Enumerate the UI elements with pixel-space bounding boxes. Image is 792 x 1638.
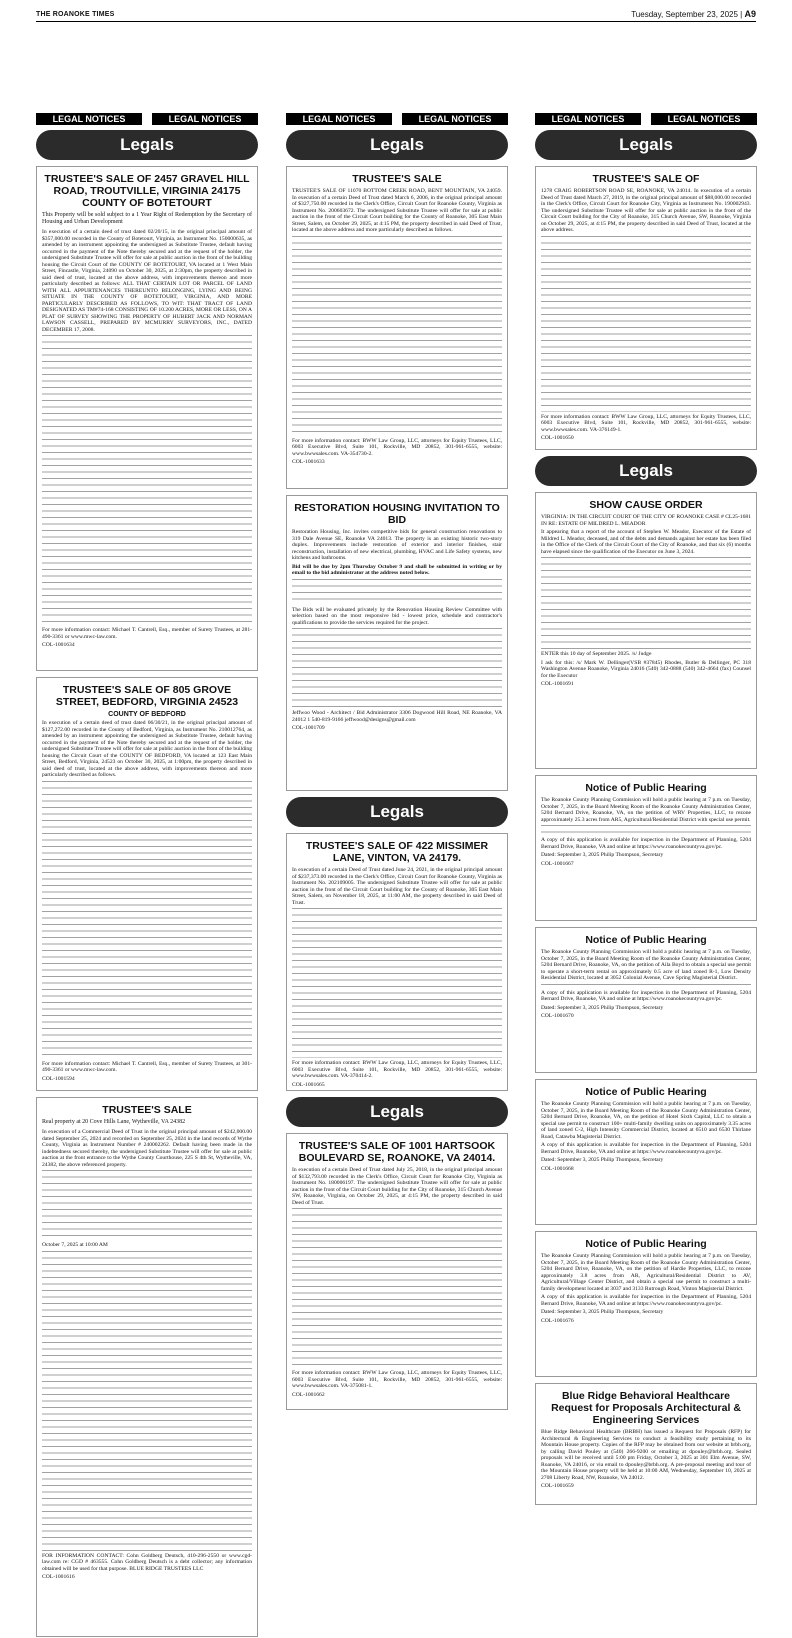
notice-public-hearing-3	[535, 1079, 757, 1225]
notice-contact: For more information contact: BWW Law Group, LLC, attorneys for Equity Trustees, LLC, 6003 Executive Blvd, Suite 101, Rockville, MD 20852, 301-961-6555, website: www.bwwsales.com. VA-354730-2.	[292, 437, 502, 457]
notice-body-continued	[42, 1170, 252, 1240]
notice-title: Notice of Public Hearing	[585, 934, 707, 946]
tabs-col2	[286, 113, 508, 125]
notice-trustee-sale-missimer-lane	[286, 833, 508, 1091]
notice-lead: Real property at 20 Cove Hills Lane, Wytheville, VA 24382	[42, 1119, 186, 1125]
notice-code: COL-1001676	[541, 1317, 574, 1324]
notice-public-hearing-2	[535, 927, 757, 1073]
notice-contact: FOR INFORMATION CONTACT: Cohn Goldberg Deutsch, 410-296-2550 or www.cgd-law.com re: CGD # 463555. Cohn Goldberg Deutsch is a debt collector; any information obtained will be used for that purpose. BLUE RIDGE TRUSTEES LLC	[42, 1552, 252, 1572]
notice-title: Notice of Public Hearing	[585, 1238, 707, 1250]
column-2	[286, 130, 508, 1416]
legals-banner: Legals	[286, 797, 508, 827]
notice-restoration-housing-bid	[286, 495, 508, 791]
notice-body: In execution of a certain deed of trust dated 06/30/21, in the original principal amount of $127,272.00 recorded in the County of Bedford, Virginia, as Instrument No. 210012764, as amended by an instrument appointing the undersigned as Substitute Trustee, default having occurred in the payment of the Note thereby secured and at the request of the holder, the undersigned Substitute Trustee will offer for sale at public auction in the front of the building housing the Circuit Court of the COUNTY OF BEDFORD, VA located at 123 East Main Street, Bedford, Virginia, 24523 on October 30, 2025, at 1:00pm, the property described in said deed of trust, located at the above address, with improvements thereon and more particularly described as follows.	[42, 720, 252, 778]
notice-body-continued	[292, 1208, 502, 1368]
tabs-col1	[36, 113, 258, 125]
notice-title: TRUSTEE'S SALE	[352, 173, 442, 185]
notice-body-continued	[541, 236, 751, 412]
page-separator: |	[740, 10, 743, 19]
notice-body: In execution of a certain Deed of Trust dated June 24, 2021, in the original principal amount of $237,373.00 recorded in the Clerk's Office, Circuit Court for Roanoke County, Virginia as Instrument No. 202109005. The undersigned Substitute Trustee will offer for sale at public auction in the front of the Circuit Court building for the County of Roanoke, 305 East Main Street, Salem, on November 18, 2025, at 11:00 AM, the property described in said Deed of Trust.	[292, 867, 502, 906]
notice-body-continued	[541, 557, 751, 649]
notice-body-continued	[292, 579, 502, 605]
legals-banner: Legals	[535, 456, 757, 486]
notice-dated: Dated: September 3, 2025 Philip Thompson, Secretary	[541, 1157, 664, 1163]
legals-banner: Legals	[36, 130, 258, 160]
page-number: A9	[744, 9, 756, 19]
notice-body: TRUSTEE'S SALE OF 11070 BOTTOM CREEK ROAD, BENT MOUNTAIN, VA 24059. In execution of a certain Deed of Trust dated March 6, 2006, in the original principal amount of $327,750.00 recorded in the Clerk's Office, Circuit Court for Roanoke County, Virginia as Instrument No. 200603672. The undersigned Substitute Trustee will offer for sale at public auction in the front of the Circuit Court building for the County of Roanoke, 305 East Main Street, Salem, on October 29, 2025, at 4:15 PM, the property described in said Deed of Trust, located at the above address and more particularly described as follows.	[292, 188, 502, 233]
notice-trustee-sale-wytheville	[36, 1097, 258, 1637]
notice-body: Blue Ridge Behavioral Healthcare (BRBH) has issued a Request for Proposals (RFP) for Architectural & Engineering Services to conduct a feasibility study pertaining to its Mountain House property. Copies of the RFP may be obtained from our website at brbh.org, by calling David Pouley at (540) 266-9200 or emailing at dpouley@brbh.org. Sealed proposals will be received until 5:00 pm Friday, October 3, 2025 at 301 Elm Avenue, SW, Roanoke, VA 24016, or via email to dpouley@brbh.org. A pre-proposal meeting and tour of the Mountain House property will be held at 10:00 AM, Wednesday, September 10, 2025 at 2708 Liberty Road, NW, Roanoke, VA 24012.	[541, 1429, 751, 1481]
legals-banner: Legals	[535, 130, 757, 160]
notice-body: The Roanoke County Planning Commission will hold a public hearing at 7 p.m. on Tuesday, October 7, 2025, in the Board Meeting Room of the Roanoke County Administration Center, 5204 Bernard Drive, Roanoke, VA, on the petition of Hardie Properties, LLC, to rezone approximately 3.8 acres from AR, Agricultural/Residential District to AV, Agricultural/Village Center District, and obtain a special use permit to construct a multi-family development located at 3037 and 3133 Rutrough Road, Vinton Magisterial District.	[541, 1253, 751, 1292]
notice-trustee-sale-craig-robertson	[535, 166, 757, 450]
notice-trustee-sale-hartsook	[286, 1133, 508, 1410]
notice-dated: Dated: September 3, 2025 Philip Thompson, Secretary	[541, 1309, 664, 1315]
notice-show-cause-order	[535, 492, 757, 769]
legal-notices-tab: LEGAL NOTICES	[36, 113, 142, 125]
notice-title: SHOW CAUSE ORDER	[589, 499, 703, 511]
notice-copy: A copy of this application is available for inspection in the Department of Planning, 5204 Bernard Drive, Roanoke, VA and online at https://www.roanokecountyva.gov/pc.	[541, 1294, 751, 1307]
notice-title: TRUSTEE'S SALE OF 422 MISSIMER LANE, VINTON, VA 24179.	[305, 840, 489, 864]
notice-trustee-sale-grove-street	[36, 677, 258, 1091]
notice-body: The Roanoke County Planning Commission will hold a public hearing at 7 p.m. on Tuesday, October 7, 2025, in the Board Meeting Room of the Roanoke County Administration Center, 5204 Bernard Drive, Roanoke, VA, on the petition of Hotel Sixth Capital, LLC to obtain a special use permit to construct 100+ multi-family dwelling units on approximately 3.35 acres of land zoned C-2, High Intensity Commercial District, located at 6510 and 6530 Thirlane Road, Catawba Magisterial District.	[541, 1101, 751, 1140]
notice-code: COL-1001670	[541, 1013, 574, 1019]
notice-body: In execution of a Commercial Deed of Trust in the original principal amount of $242,000.00 dated September 25, 2024 and recorded on September 25, 2024 in the land records of Wythe County, Virginia as Instrument Number # 240002262. Default having been made in the indebtedness secured thereby, the undersigned Substitute Trustee will offer for sale at public auction at the front entrance to the Wythe County Courthouse, 225 S 4th St, Wytheville, VA, 24382, the above referenced property.	[42, 1129, 252, 1168]
notice-title: TRUSTEE'S SALE	[102, 1104, 192, 1116]
notice-dated: Dated: September 3, 2025 Philip Thompson, Secretary	[541, 852, 664, 858]
notice-contact: For more information contact: BWW Law Group, LLC, attorneys for Equity Trustees, LLC, 6003 Executive Blvd, Suite 101, Rockville, MD 20852, 301-961-6555, website: www.bwwsales.com. VA-370414-2.	[292, 1060, 502, 1079]
notice-body: The Roanoke County Planning Commission will hold a public hearing at 7 p.m. on Tuesday, October 7, 2025, in the Board Meeting Room of the Roanoke County Administration Center, 5204 Bernard Drive, Roanoke, VA, on the petition of Aila Boyd to obtain a special use permit to operate a short-term rental on approximately 0.5 acre of land zoned R-1, Low Density Residential District, located at 3052 Colonial Avenue, Cave Spring Magisterial District.	[541, 949, 751, 981]
notice-body-continued	[292, 908, 502, 1058]
column-1	[36, 130, 258, 1638]
notice-bid-due: Bid will be due by 2pm Thursday October 9 and shall be submitted in writing or by email to the bid administrator at the address noted below.	[292, 563, 502, 576]
notice-contact: For more information contact: BWW Law Group, LLC, attorneys for Equity Trustees, LLC, 6003 Executive Blvd, Suite 101, Rockville, MD 20852, 301-961-6555, website: www.bwwsales.com. VA-375081-1.	[292, 1370, 502, 1389]
notice-body: The Roanoke County Planning Commission will hold a public hearing at 7 p.m. on Tuesday, October 7, 2025, in the Board Meeting Room of the Roanoke County Administration Center, 5204 Bernard Drive, Roanoke, VA, on the petition of WRV Properties, LLC, to rezone approximately 25.3 acres from AR5, Agricultural/Residential District with special use permit.	[541, 797, 751, 823]
notice-trustee-sale-gravel-hill	[36, 166, 258, 671]
notice-copy: A copy of this application is available for inspection in the Department of Planning, 5204 Bernard Drive, Roanoke, VA and online at https://www.roanokecountyva.gov/pc.	[541, 1142, 751, 1155]
notice-contact: For more information contact: Michael T. Cantrell, Esq., member of Surety Trustees, at 281-490-3361 or www.mwc-law.com.	[42, 627, 252, 640]
notice-title: RESTORATION HOUSING INVITATION TO BID	[294, 502, 500, 526]
notice-title: TRUSTEE'S SALE OF	[592, 173, 700, 185]
legal-notices-tab: LEGAL NOTICES	[286, 113, 392, 125]
notice-body-continued	[541, 825, 751, 835]
notice-public-hearing-4	[535, 1231, 757, 1377]
notice-copy: A copy of this application is available for inspection in the Department of Planning, 5204 Bernard Drive, Roanoke, VA and online at https://www.roanokecountyva.gov/pc.	[541, 989, 751, 1002]
notice-copy: A copy of this application is available for inspection in the Department of Planning, 5204 Bernard Drive, Roanoke, VA and online at https://www.roanokecountyva.gov/pc.	[541, 837, 751, 850]
notice-code: COL-1001709	[292, 725, 325, 731]
legals-banner: Legals	[286, 1097, 508, 1127]
publication-name: THE ROANOKE TIMES	[36, 11, 115, 18]
legal-notices-tab: LEGAL NOTICES	[152, 113, 258, 125]
notice-terms	[42, 1251, 252, 1551]
notice-public-hearing-1	[535, 775, 757, 921]
page-header	[36, 8, 756, 22]
notice-title: Notice of Public Hearing	[585, 782, 707, 794]
notice-title: Blue Ridge Behavioral Healthcare Request for Proposals Architectural & Engineering Services	[551, 1390, 741, 1426]
notice-body-continued	[292, 628, 502, 708]
notice-title: TRUSTEE'S SALE OF 805 GROVE STREET, BEDFORD, VIRGINIA 24523	[55, 684, 239, 708]
notice-body-continued	[541, 984, 751, 988]
page-date-and-number	[631, 9, 756, 19]
notice-contact: For more information contact: BWW Law Group, LLC, attorneys for Equity Trustees, LLC, 6003 Executive Blvd, Suite 101, Rockville, MD 20852, 301-961-6555, website: www.bwwsales.com. VA-376149-1.	[541, 413, 751, 433]
notice-contact: Jeffwoo Wood - Architect / Bid Administrator 3306 Dogwood Hill Road, NE Roanoke, VA 24012 1 540-819-9166 jeffwood@designs@gmail.com	[292, 710, 502, 723]
notice-code: COL-1001650	[541, 435, 574, 441]
legals-banner: Legals	[286, 130, 508, 160]
notice-entered: ENTER this 10 day of September 2025. /s/ Judge	[541, 651, 652, 657]
tabs-col3	[535, 113, 757, 125]
notice-body-continued	[42, 335, 252, 625]
notice-body: Restoration Housing, Inc. invites competitive bids for general construction renovations to 319 Dale Avenue SE, Roanoke VA 24013. The property is an existing historic two-story duplex. Improvements include restoration of exterior and interior finishes, stair reconstruction, installation of new electrical, plumbing, HVAC and Life Safety systems, new kitchens and bathrooms.	[292, 529, 502, 561]
notice-code: COL-1001594	[42, 1075, 75, 1082]
notice-title: TRUSTEE'S SALE OF 2457 GRAVEL HILL ROAD, TROUTVILLE, VIRGINIA 24175 COUNTY OF BOTETOURT	[44, 173, 250, 209]
notice-body: In execution of a certain Deed of Trust dated July 25, 2018, in the original principal amount of $132,793.00 recorded in the Clerk's Office, Circuit Court for Roanoke City, Virginia as Instrument No. 180006197. The undersigned Substitute Trustee will offer for sale at public auction in the front of the Circuit Court building for the City of Roanoke, 315 Church Avenue SW, Roanoke, Virginia, on October 29, 2025, at 4:15 PM, the property described in said Deed of Trust.	[292, 1167, 502, 1206]
notice-code: COL-1001634	[42, 642, 75, 648]
notice-code: COL-1001659	[541, 1483, 574, 1489]
notice-date-line: October 7, 2025 at 10:00 AM	[42, 1242, 108, 1248]
notice-title: TRUSTEE'S SALE OF 1001 HARTSOOK BOULEVARD SE, ROANOKE, VA 24014.	[298, 1140, 496, 1164]
legal-notices-tab: LEGAL NOTICES	[402, 113, 508, 125]
notice-trustee-sale-bottom-creek	[286, 166, 508, 489]
notice-lead: This Property will be sold subject to a 1 Year Right of Redemption by the Secretary of Housing and Urban Development	[42, 212, 252, 225]
notice-subtitle: COUNTY OF BEDFORD	[108, 711, 186, 718]
notice-body-continued	[292, 236, 502, 436]
notice-code: COL-1001633	[292, 459, 325, 465]
legal-notices-tab: LEGAL NOTICES	[651, 113, 757, 125]
notice-caption: VIRGINIA: IN THE CIRCUIT COURT OF THE CITY OF ROANOKE CASE # CL25-1681 IN RE: ESTATE OF MILDRED L. MEADOR	[541, 514, 751, 527]
notice-code: COL-1001667	[541, 860, 574, 867]
notice-code: COL-1001691	[541, 681, 574, 687]
notice-dated: Dated: September 3, 2025 Philip Thompson, Secretary	[541, 1004, 664, 1011]
notice-code: COL-1001665	[292, 1081, 325, 1088]
notice-contact: For more information contact: Michael T. Cantrell, Esq., member of Surety Trustees, at 301-490-3361 or www.mwc-law.com.	[42, 1060, 252, 1073]
column-3	[535, 130, 757, 1511]
notice-code: COL-1001616	[42, 1574, 75, 1580]
notice-blue-ridge-rfp	[535, 1383, 757, 1505]
notice-body-continued	[42, 781, 252, 1059]
legal-notices-tab: LEGAL NOTICES	[535, 113, 641, 125]
page-date: Tuesday, September 23, 2025	[631, 10, 738, 19]
notice-code: COL-1001668	[541, 1165, 574, 1172]
notice-code: COL-1001662	[292, 1391, 325, 1398]
notice-body-evaluation: The Bids will be evaluated privately by the Renovation Housing Review Committee with selection based on the most responsive bid - lowest price, schedule and contractor's qualifications to provide the services required for the project.	[292, 606, 502, 626]
notice-body: It appearing that a report of the account of Stephen W. Meador, Executor of the Estate of Mildred L. Meador, deceased, and of the debts and demands against her estate has been filed in the Office of the Clerk of the Circuit Court of the City of Roanoke, and that six (6) months have elapsed since the qualification of the Executor on June 3, 2024.	[541, 529, 751, 555]
notice-body: 1278 CRAIG ROBERTSON ROAD SE, ROANOKE, VA 24014. In execution of a certain Deed of Trust dated March 27, 2019, in the original principal amount of $88,000.00 recorded in the Clerk's Office, Circuit Court for Roanoke City, Virginia as Instrument No. 190002943. The undersigned Substitute Trustee will offer for sale at public auction in the front of the Circuit Court building for the City of Roanoke, 315 Church Avenue, SW, Roanoke, Virginia on October 29, 2025, at 4:15 PM, the property described in said Deed of Trust, located at the above address.	[541, 188, 751, 233]
notice-counsel: I ask for this: /s/ Mark W. Dellinger(VSB #37845) Rhodes, Butler & Dellinger, PC 318 Washington Avenue Roanoke, Virginia 24016 (540) 342-0888 (540) 342-4664 (fax) Counsel for the Executor	[541, 659, 751, 679]
notice-title: Notice of Public Hearing	[585, 1086, 707, 1098]
notice-body: In execution of a certain deed of trust dated 02/20/15, in the original principal amount of $357,000.00 recorded in the County of Botetourt, Virginia, as Instrument No. 150000635, as amended by an instrument appointing the undersigned as Substitute Trustee, default having occurred in the payment of the Note thereby secured and at the request of the holder, the undersigned Substitute Trustee will offer for sale at public auction in the front of the building housing the Circuit Court of the COUNTY OF BOTETOURT, VA located at 1 West Main Street, Fincastle, Virginia, 24090 on October 30, 2025, at 2:30pm, the property described in said deed of trust, located at the above address, with improvements thereon and more particularly described as follows: ALL THAT CERTAIN LOT OR PARCEL OF LAND WITH ALL APPURTENANCES THEREUNTO BELONGING, LYING AND BEING SITUATE IN THE COUNTY OF BOTETOURT, VIRGINIA, AND MORE PARTICULARLY DESCRIBED AS FOLLOWS, TO WIT: THAT TRACT OF LAND DESIGNATED AS TM#74-168 CONSISTING OF 10.200 ACRES, MORE OR LESS, ON A PLAT OF SURVEY SHOWING THE PROPERTY OF HUBERT JACK AND NORMAN LAWSON CASSELL, PREPARED BY MCMURRY SURVEYORS, INC., DATED DECEMBER 17, 2008.	[42, 229, 252, 333]
